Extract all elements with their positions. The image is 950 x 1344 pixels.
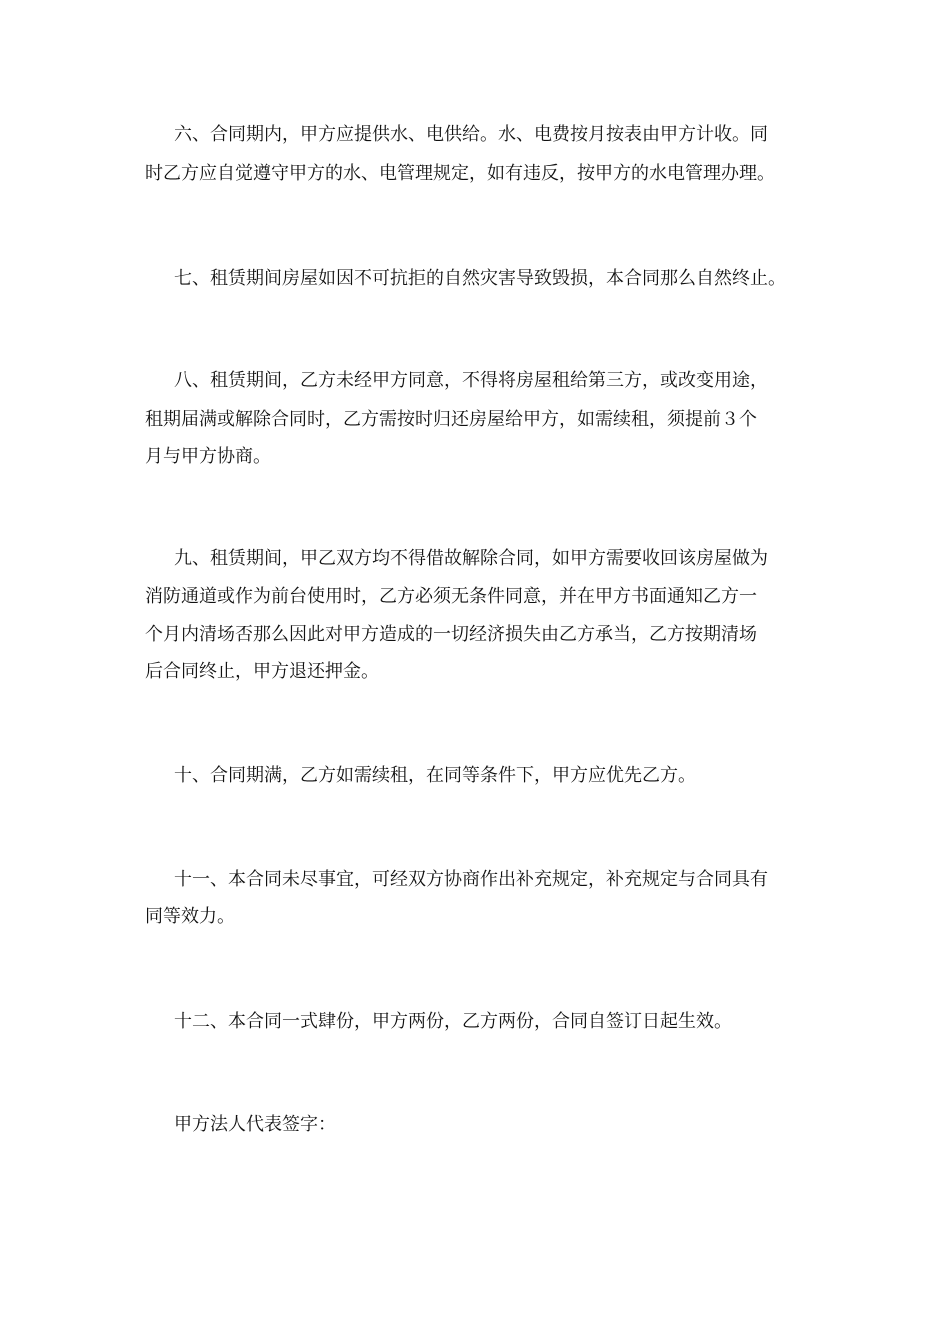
clause-6-line-1: 六、合同期内，甲方应提供水、电供给。水、电费按月按表由甲方计收。同 [174,124,768,145]
clause-11-line-2: 同等效力。 [145,906,235,927]
clause-7-line-1: 七、租赁期间房屋如因不可抗拒的自然灾害导致毁损，本合同那么自然终止。 [174,268,786,289]
clause-8-line-3: 月与甲方协商。 [145,446,271,467]
clause-11-line-1: 十一、本合同未尽事宜，可经双方协商作出补充规定，补充规定与合同具有 [174,869,768,890]
clause-9-line-2: 消防通道或作为前台使用时，乙方必须无条件同意，并在甲方书面通知乙方一 [145,586,757,607]
signature-party-a-label: 甲方法人代表签字： [174,1114,336,1135]
clause-8-line-2: 租期届满或解除合同时，乙方需按时归还房屋给甲方，如需续租，须提前３个 [145,409,757,430]
clause-9-line-3: 个月内清场否那么因此对甲方造成的一切经济损失由乙方承当，乙方按期清场 [145,624,757,645]
clause-6-line-2: 时乙方应自觉遵守甲方的水、电管理规定，如有违反，按甲方的水电管理办理。 [145,163,775,184]
clause-9-line-1: 九、租赁期间，甲乙双方均不得借故解除合同，如甲方需要收回该房屋做为 [174,548,768,569]
clause-8-line-1: 八、租赁期间，乙方未经甲方同意，不得将房屋租给第三方，或改变用途， [174,370,768,391]
clause-12-line-1: 十二、本合同一式肆份，甲方两份，乙方两份，合同自签订日起生效。 [174,1011,732,1032]
clause-10-line-1: 十、合同期满，乙方如需续租，在同等条件下，甲方应优先乙方。 [174,765,696,786]
clause-9-line-4: 后合同终止，甲方退还押金。 [145,661,379,682]
